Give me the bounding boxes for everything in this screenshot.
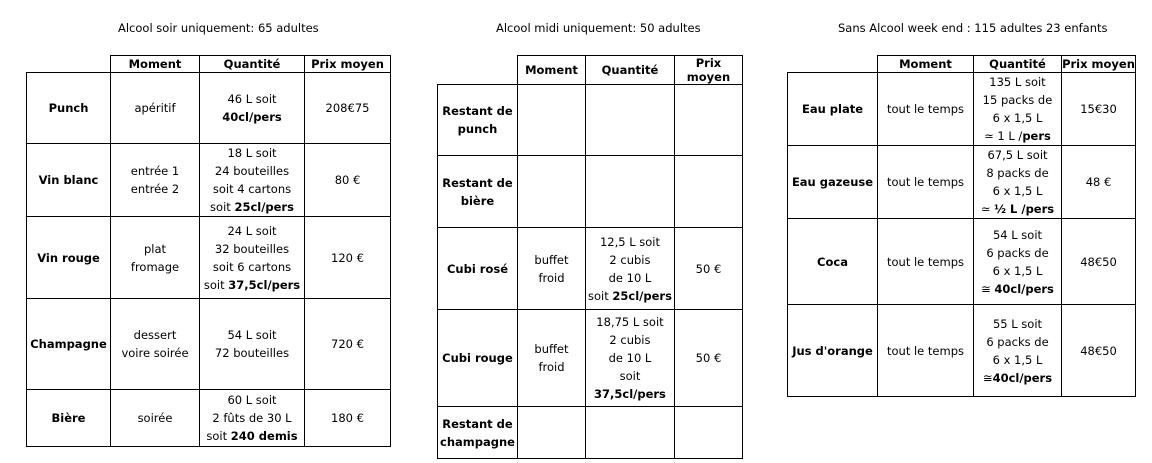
- quantite-line: 37,5cl/pers: [594, 387, 666, 401]
- table-sans-alcool: [787, 55, 1136, 397]
- quantite-line: 6 x 1,5 L: [992, 111, 1043, 125]
- quantite-cell: [200, 144, 305, 217]
- quantite-cell: [974, 73, 1062, 146]
- table-row: [438, 310, 743, 407]
- table-row: [438, 228, 743, 310]
- quantite-cell: [585, 310, 674, 407]
- moment-line: entrée 1: [130, 164, 180, 178]
- table-row: [27, 144, 391, 217]
- moment-line: tout le temps: [886, 102, 964, 116]
- quantite-line: 135 L soit: [989, 75, 1046, 89]
- prix-cell: 208€75: [305, 73, 391, 144]
- row-label: Vin rouge: [27, 217, 111, 299]
- moment-cell: [111, 299, 200, 390]
- table-row: [438, 85, 743, 156]
- table-row: [438, 407, 743, 459]
- header-quantite: Quantité: [200, 56, 305, 73]
- moment-line: buffet: [534, 252, 569, 267]
- table-row: [788, 219, 1136, 305]
- row-label: Vin blanc: [27, 144, 111, 217]
- quantite-line: 2 cubis: [609, 252, 651, 267]
- moment-line: voire soirée: [121, 346, 189, 360]
- table-row: [27, 299, 391, 390]
- quantite-line: 15 packs de: [982, 93, 1053, 107]
- row-label: Bière: [27, 390, 111, 447]
- moment-line: fromage: [130, 259, 180, 274]
- prix-cell: 48 €: [1062, 146, 1136, 219]
- quantite-line: 6 x 1,5 L: [992, 184, 1043, 198]
- moment-line: tout le temps: [886, 343, 964, 358]
- quantite-cell: [200, 73, 305, 144]
- prix-cell: [674, 85, 742, 156]
- quantite-line: 24 bouteilles: [214, 164, 290, 178]
- quantite-line: ≃ 1 L /pers: [984, 129, 1051, 143]
- quantite-line: 18,75 L soit: [596, 315, 664, 329]
- table-row: [788, 305, 1136, 397]
- row-label: Restant de champagne: [438, 407, 518, 459]
- header-quantite: Quantité: [974, 56, 1062, 73]
- quantite-cell: [974, 305, 1062, 397]
- quantite-line: 72 bouteilles: [214, 346, 290, 360]
- moment-cell: [111, 144, 200, 217]
- moment-cell: [517, 85, 585, 156]
- table-row: [788, 146, 1136, 219]
- prix-cell: [674, 407, 742, 459]
- row-label: Restant de punch: [438, 85, 518, 156]
- quantite-line: ≃ ½ L /pers: [980, 202, 1055, 216]
- table-1-title: Alcool soir uniquement: 65 adultes: [118, 21, 319, 35]
- quantite-line: 12,5 L soit: [599, 234, 660, 249]
- prix-cell: 15€30: [1062, 73, 1136, 146]
- header-moment: Moment: [878, 56, 974, 73]
- header-prix-moyen: Prix moyen: [674, 56, 742, 85]
- corner-cell: [788, 56, 878, 73]
- row-label: Coca: [788, 219, 878, 305]
- row-label: Eau plate: [788, 73, 878, 146]
- quantite-line: 54 L soit: [227, 328, 277, 342]
- prix-cell: 48€50: [1062, 219, 1136, 305]
- moment-cell: [878, 305, 974, 397]
- prix-cell: 48€50: [1062, 305, 1136, 397]
- moment-cell: [111, 217, 200, 299]
- quantite-cell: [974, 219, 1062, 305]
- row-label: Cubi rouge: [438, 310, 518, 407]
- quantite-line: 2 cubis: [609, 333, 651, 347]
- quantite-cell: [585, 156, 674, 228]
- quantite-line: 46 L soit: [227, 92, 277, 106]
- quantite-line: soit 6 cartons: [212, 259, 292, 274]
- table-3-title: Sans Alcool week end : 115 adultes 23 enfants: [838, 21, 1108, 35]
- quantite-line: 55 L soit: [992, 316, 1043, 331]
- quantite-cell: [585, 407, 674, 459]
- quantite-line: 40cl/pers: [222, 110, 282, 124]
- moment-line: froid: [538, 360, 565, 374]
- prix-cell: [674, 156, 742, 228]
- moment-line: apéritif: [134, 101, 176, 115]
- quantite-line: ≅40cl/pers: [982, 370, 1053, 385]
- row-label: Punch: [27, 73, 111, 144]
- quantite-line: soit 4 cartons: [212, 182, 292, 196]
- prix-cell: 180 €: [305, 390, 391, 447]
- header-moment: Moment: [111, 56, 200, 73]
- moment-cell: [517, 407, 585, 459]
- table-row: [438, 156, 743, 228]
- moment-cell: [878, 73, 974, 146]
- moment-cell: [878, 146, 974, 219]
- row-label: Restant de bière: [438, 156, 518, 228]
- prix-cell: 50 €: [674, 228, 742, 310]
- quantite-line: 18 L soit: [227, 146, 277, 160]
- quantite-cell: [974, 146, 1062, 219]
- quantite-cell: [200, 390, 305, 447]
- quantite-line: soit: [619, 369, 641, 383]
- table-row: [788, 73, 1136, 146]
- quantite-line: 54 L soit: [992, 227, 1043, 242]
- moment-line: tout le temps: [886, 175, 964, 189]
- quantite-line: 8 packs de: [986, 166, 1049, 180]
- prix-cell: 50 €: [674, 310, 742, 407]
- row-label: Eau gazeuse: [788, 146, 878, 219]
- quantite-line: 6 packs de: [986, 245, 1049, 260]
- moment-line: entrée 2: [130, 182, 180, 196]
- header-quantite: Quantité: [585, 56, 674, 85]
- quantite-line: 60 L soit: [227, 393, 277, 407]
- quantite-line: de 10 L: [608, 270, 652, 285]
- quantite-line: 67,5 L soit: [987, 148, 1048, 162]
- quantite-line: 6 x 1,5 L: [992, 263, 1043, 278]
- moment-line: plat: [143, 241, 167, 256]
- header-moment: Moment: [517, 56, 585, 85]
- prix-cell: 720 €: [305, 299, 391, 390]
- moment-cell: [111, 390, 200, 447]
- quantite-cell: [200, 217, 305, 299]
- prix-cell: 80 €: [305, 144, 391, 217]
- table-row: [27, 217, 391, 299]
- quantite-line: soit 25cl/pers: [210, 200, 294, 214]
- moment-cell: [517, 156, 585, 228]
- moment-line: buffet: [534, 342, 569, 356]
- quantite-line: 24 L soit: [227, 223, 277, 238]
- quantite-cell: [585, 228, 674, 310]
- moment-cell: [517, 310, 585, 407]
- moment-cell: [517, 228, 585, 310]
- moment-line: tout le temps: [886, 254, 964, 269]
- quantite-line: ≅ 40cl/pers: [981, 281, 1054, 296]
- quantite-line: 2 fûts de 30 L: [212, 411, 292, 425]
- moment-line: soirée: [137, 411, 173, 425]
- quantite-line: de 10 L: [608, 351, 652, 365]
- table-row: [27, 73, 391, 144]
- quantite-cell: [200, 299, 305, 390]
- row-label: Cubi rosé: [438, 228, 518, 310]
- moment-cell: [878, 219, 974, 305]
- table-alcool-midi: [437, 55, 743, 459]
- quantite-line: soit 37,5cl/pers: [203, 277, 301, 292]
- moment-line: dessert: [133, 328, 177, 342]
- moment-line: froid: [538, 270, 565, 285]
- header-prix-moyen: Prix moyen: [305, 56, 391, 73]
- quantite-line: soit 25cl/pers: [588, 288, 672, 303]
- table-row: [27, 390, 391, 447]
- row-label: Champagne: [27, 299, 111, 390]
- corner-cell: [27, 56, 111, 73]
- table-2-title: Alcool midi uniquement: 50 adultes: [496, 21, 701, 35]
- moment-cell: [111, 73, 200, 144]
- header-prix-moyen: Prix moyen: [1062, 57, 1135, 71]
- quantite-line: 6 packs de: [986, 334, 1049, 349]
- quantite-line: 6 x 1,5 L: [992, 352, 1043, 367]
- quantite-line: 32 bouteilles: [214, 241, 290, 256]
- prix-cell: 120 €: [305, 217, 391, 299]
- row-label: Jus d'orange: [788, 305, 878, 397]
- quantite-cell: [585, 85, 674, 156]
- corner-cell: [438, 56, 518, 85]
- quantite-line: soit 240 demis: [206, 429, 298, 443]
- table-alcool-soir: [26, 55, 391, 447]
